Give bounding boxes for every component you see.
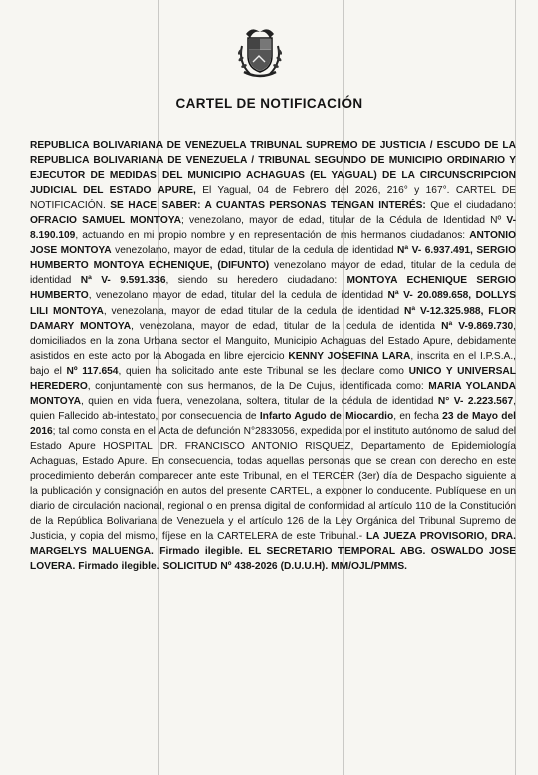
text-run: V- 8.190.109 bbox=[30, 215, 516, 242]
text-run: 23 de Mayo del 2016 bbox=[30, 410, 516, 437]
text-run: , en fecha bbox=[393, 410, 443, 422]
fold-line bbox=[515, 0, 516, 775]
text-run: , conjuntamente con sus hermanos, de la De Cujus, identificada como: bbox=[87, 380, 429, 392]
text-run: REPUBLICA BOLIVARIANA DE VENEZUELA TRIBUNAL SUPREMO DE JUSTICIA / ESCUDO DE LA REPUBLICA BOLIVARIANA DE VENEZUELA / TRIBUNAL SEGUNDO DE MUNICIPIO ORDINARIO Y EJECUTOR DE MEDIDAS DEL MUNICIPIO ACHAGUAS (EL YAGUAL) DE LA CIRCUNSCRIPCION JUDICIAL DEL ESTADO APURE, bbox=[30, 140, 516, 197]
page-title: CARTEL DE NOTIFICACIÓN bbox=[175, 96, 363, 111]
text-run: KENNY JOSEFINA LARA bbox=[288, 350, 411, 362]
text-run: Nª V- 6.937.491, SERGIO HUMBERTO MONTOYA ECHENIQUE, (DIFUNTO) bbox=[30, 245, 516, 272]
text-run: Nª V-12.325.988, FLOR DAMARY MONTOYA bbox=[30, 305, 516, 332]
text-run: MARIA YOLANDA MONTOYA bbox=[30, 380, 516, 407]
text-run: Nª V- 20.089.658, DOLLYS LILI MONTOYA bbox=[30, 290, 516, 317]
fold-line bbox=[158, 0, 159, 775]
text-run: N° V- 2.223.567 bbox=[437, 395, 514, 407]
document-body bbox=[30, 138, 516, 574]
fold-line bbox=[343, 0, 344, 775]
text-run: Nº 117.654 bbox=[66, 365, 119, 377]
text-run: Infarto Agudo de Miocardio bbox=[259, 410, 394, 422]
text-run: , quien Fallecido ab-intestato, por consecuencia de bbox=[30, 395, 516, 422]
text-run: , actuando en mi propio nombre y en representación de mis hermanos ciudadanos: bbox=[75, 230, 470, 242]
text-run: OFRACIO SAMUEL MONTOYA bbox=[30, 215, 182, 227]
text-run: , venezolana, mayor de edad titular de la cedula de identidad bbox=[103, 305, 405, 317]
text-run: venezolano, mayor de edad, titular de la cedula de identidad bbox=[111, 245, 397, 257]
text-run: , venezolano mayor de edad, titular del la cedula de identidad bbox=[88, 290, 388, 302]
text-run: ; tal como consta en el Acta de defunción N°2833056, expedida por el instituto autónomo de salud del Estado Apure HOSPITAL DR. FRANCISCO ANTONIO RISQUEZ, Departamento de Epidemiología Achaguas, Estado Apure. En consecuencia, todas aquellas personas que se crean con derecho en este procedimiento deberán comparecer ante este Tribunal, en el TERCER (3er) día de Despacho siguiente a la publicación y consignación en autos del presente CARTEL, a exponer lo conducente. Publíquese en un diario de circulación nacional, regional o en prensa digital de conformidad al artículo 110 de la Constitución de la República Bolivariana de Venezuela y el artículo 126 de la Ley Orgánica del Tribunal Supremo de Justicia, y copia del mismo, fíjese en la CARTELERA de este Tribunal.- bbox=[30, 425, 516, 543]
text-run: SE HACE SABER: A CUANTAS PERSONAS TENGAN INTERÉS: bbox=[110, 200, 431, 212]
text-run: LA JUEZA PROVISORIO, DRA. MARGELYS MALUENGA. Firmado ilegible. EL SECRETARIO TEMPORAL ABG. OSWALDO JOSE LOVERA. Firmado ilegible. SOLICITUD Nº 438-2026 (D.U.U.H). MM/OJL/PMMS. bbox=[30, 531, 516, 573]
text-run: Nª V-9.869.730 bbox=[441, 320, 514, 332]
venezuela-coat-of-arms-icon bbox=[232, 22, 288, 80]
text-run: , inscrita en el I.P.S.A., bajo el bbox=[30, 350, 516, 377]
text-run: , quien ha solicitado ante este Tribunal se les declare como bbox=[118, 365, 409, 377]
text-run: venezolano mayor de edad, titular de la cedula de identidad bbox=[30, 260, 516, 287]
text-run: UNICO Y UNIVERSAL HEREDERO bbox=[30, 365, 517, 392]
text-run: Nª V- 9.591.336 bbox=[80, 275, 166, 287]
text-run: , domiciliados en la zona Urbana sector el Manguito, Municipio Achaguas del Estado Apure, debidamente asistidos en este acto por la Abogada en libre ejercicio bbox=[30, 320, 517, 362]
text-run: ; venezolano, mayor de edad, titular de la Cédula de Identidad Nº bbox=[181, 215, 507, 227]
text-run: Que el ciudadano: bbox=[430, 200, 516, 212]
text-run: ANTONIO JOSE MONTOYA bbox=[30, 230, 516, 257]
text-run: , quien en vida fuera, venezolana, soltera, titular de la cédula de identidad bbox=[80, 395, 438, 407]
text-run: MONTOYA ECHENIQUE SERGIO HUMBERTO bbox=[30, 275, 517, 302]
text-run: , siendo su heredero ciudadano: bbox=[165, 275, 347, 287]
text-run: El Yagual, 04 de Febrero del 2026, 216° y 167°. CARTEL DE NOTIFICACIÓN. bbox=[30, 185, 516, 212]
text-run: , venezolana, mayor de edad, titular de la cedula de identida bbox=[131, 320, 442, 332]
